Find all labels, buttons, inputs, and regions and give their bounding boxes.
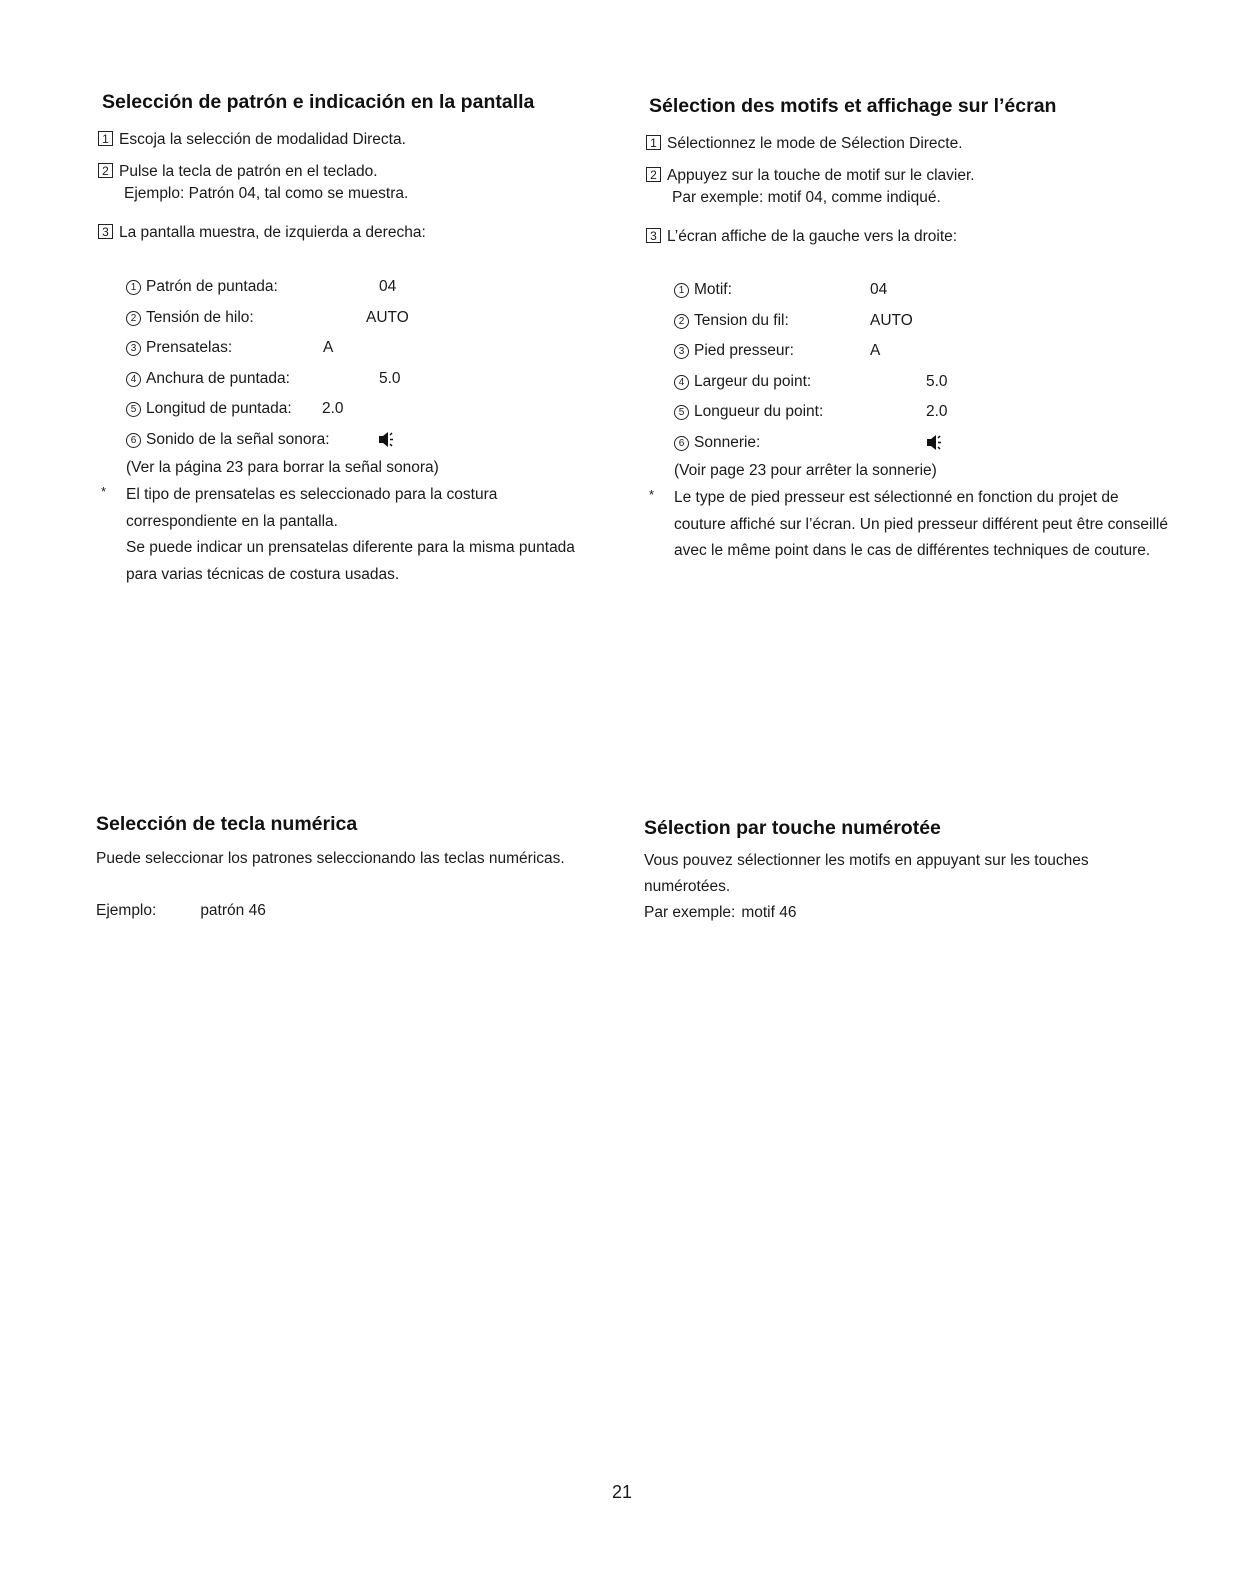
step-number: 1	[646, 135, 661, 150]
step-example: Ejemplo: Patrón 04, tal como se muestra.	[124, 185, 409, 202]
speaker-icon	[926, 434, 941, 453]
step-2-fr	[646, 165, 975, 209]
param-label: Motif:	[694, 281, 732, 298]
param-label: Longitud de puntada:	[146, 400, 292, 417]
param-label: Patrón de puntada:	[146, 278, 278, 295]
param-value: A	[870, 342, 881, 359]
param-row	[126, 309, 606, 340]
param-value: 2.0	[926, 403, 948, 420]
param-mark: 3	[674, 344, 689, 359]
param-label: Sonido de la señal sonora:	[146, 430, 330, 448]
step-text: Escoja la selección de modalidad Directa.	[119, 131, 406, 148]
step-text: L’écran affiche de la gauche vers la droite:	[667, 228, 958, 245]
step-number: 2	[646, 167, 661, 182]
step-1-es	[98, 129, 406, 151]
step-example: Par exemple: motif 04, comme indiqué.	[672, 189, 941, 206]
bullet-text-1: El tipo de prensatelas es seleccionado para la costura correspondiente en la pantalla.	[126, 486, 498, 530]
param-mark: 4	[126, 372, 141, 387]
param-value: 5.0	[926, 372, 948, 390]
section1-title-fr: Sélection des motifs et affichage sur l’écran	[649, 95, 1057, 117]
param-value: AUTO	[870, 311, 913, 329]
param-row	[126, 278, 606, 309]
param-row	[126, 400, 606, 431]
beep-note: (Voir page 23 pour arrêter la sonnerie)	[674, 462, 937, 479]
step-3-fr	[646, 226, 957, 248]
param-label: Sonnerie:	[694, 433, 761, 451]
param-label: Anchura de puntada:	[146, 369, 290, 387]
section1-title-es: Selección de patrón e indicación en la pantalla	[102, 91, 535, 113]
param-label: Tensión de hilo:	[146, 308, 254, 326]
param-value: 2.0	[322, 400, 344, 417]
param-mark: 2	[126, 311, 141, 326]
param-label: Tension du fil:	[694, 311, 789, 329]
bullet-marker: *	[101, 484, 107, 499]
section2-title-es: Selección de tecla numérica	[96, 813, 358, 835]
step-number: 3	[646, 228, 661, 243]
param-mark: 2	[674, 314, 689, 329]
bullet-text-1: Le type de pied presseur est sélectionné en fonction du projet de couture affiché sur l’écran. Un pied presseur différent peut être conseillé avec le même point dans le cas de différentes techniques de couture.	[674, 489, 1168, 559]
param-mark: 6	[126, 433, 141, 448]
page-number: 21	[611, 1482, 633, 1502]
section2-text-es: Puede seleccionar los patrones seleccionando las teclas numéricas.	[96, 850, 565, 867]
example-value: patrón 46	[200, 902, 266, 919]
bullet-marker: *	[649, 487, 655, 502]
example-label: Par exemple:	[644, 904, 736, 921]
bullet-note	[101, 482, 606, 588]
param-label: Pied presseur:	[694, 342, 794, 359]
param-label: Prensatelas:	[146, 339, 233, 356]
param-label: Largeur du point:	[694, 372, 812, 390]
param-row	[126, 339, 606, 370]
param-value: A	[323, 339, 334, 356]
param-mark: 5	[674, 405, 689, 420]
param-row	[674, 281, 1174, 312]
section2-text-fr: Vous pouvez sélectionner les motifs en appuyant sur les touches numérotées.	[644, 852, 1089, 895]
param-mark: 1	[126, 280, 141, 295]
step-number: 2	[98, 163, 113, 178]
param-value: 04	[870, 281, 888, 298]
step-number: 1	[98, 131, 113, 146]
bullet-text-2: Se puede indicar un prensatelas diferente para la misma puntada para varias técnicas de costura usadas.	[126, 539, 575, 583]
step-1-fr	[646, 133, 963, 155]
param-row	[674, 434, 1174, 465]
step-3-es	[98, 222, 426, 244]
param-list-fr	[649, 281, 1174, 565]
example-fr	[644, 900, 796, 926]
param-value: AUTO	[366, 308, 409, 326]
param-value: 04	[379, 278, 397, 295]
param-mark: 3	[126, 341, 141, 356]
bullet-note	[649, 485, 1168, 565]
param-label: Longueur du point:	[694, 403, 824, 420]
param-list-es	[101, 278, 606, 588]
param-mark: 6	[674, 436, 689, 451]
param-row	[674, 403, 1174, 434]
step-2-es	[98, 161, 408, 205]
step-text: Sélectionnez le mode de Sélection Directe.	[667, 135, 963, 152]
param-mark: 1	[674, 283, 689, 298]
param-row	[674, 373, 1174, 404]
param-row	[674, 312, 1174, 343]
step-text: La pantalla muestra, de izquierda a derecha:	[119, 224, 426, 241]
param-row	[674, 342, 1174, 373]
param-row	[126, 370, 606, 401]
example-es	[96, 898, 266, 924]
param-mark: 4	[674, 375, 689, 390]
step-text: Pulse la tecla de patrón en el teclado.	[119, 163, 378, 180]
step-number: 3	[98, 224, 113, 239]
param-row	[126, 431, 606, 462]
param-mark: 5	[126, 402, 141, 417]
example-value: motif 46	[741, 904, 797, 921]
section2-title-fr: Sélection par touche numérotée	[644, 817, 941, 839]
example-label: Ejemplo:	[96, 902, 157, 919]
param-value: 5.0	[379, 369, 401, 387]
beep-note: (Ver la página 23 para borrar la señal sonora)	[126, 459, 439, 476]
speaker-icon	[378, 431, 393, 450]
step-text: Appuyez sur la touche de motif sur le clavier.	[667, 167, 975, 184]
